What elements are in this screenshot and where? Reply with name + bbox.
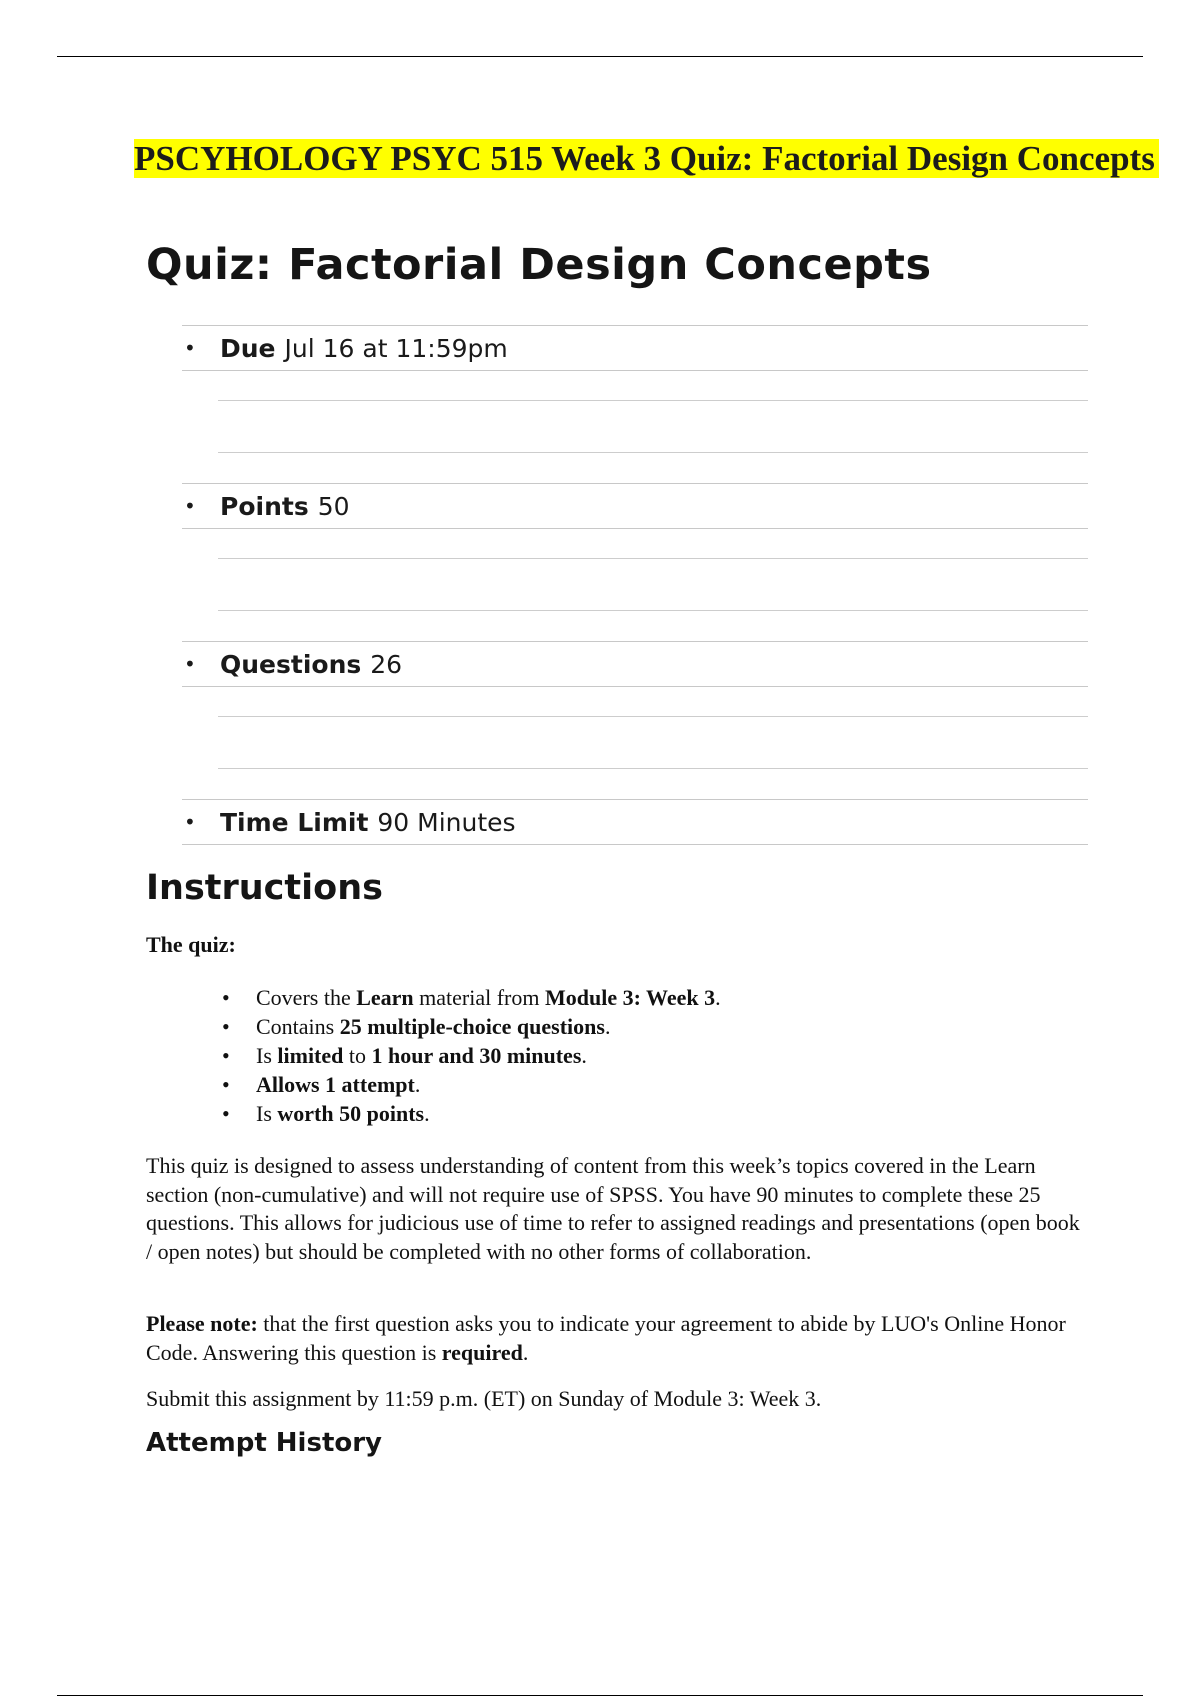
bullet-icon: • [184, 810, 196, 834]
detail-label: Points [220, 491, 309, 521]
quiz-rules-list [222, 983, 721, 1128]
detail-label: Questions [220, 649, 362, 679]
bullet-icon: • [184, 336, 196, 360]
description-paragraph: This quiz is designed to assess understanding of content from this week’s topics covered in the Learn section (non-cumulative) and will not require use of SPSS. You have 90 minutes to complete these 25 questions. This allows for judicious use of time to refer to assigned readings and presentations (open book / open notes) but should be completed with no other forms of collaboration. [146, 1153, 1080, 1264]
document-title [134, 136, 1200, 182]
attempt-history-heading: Attempt History [146, 1428, 383, 1458]
rule-item: • Allows 1 attempt. [222, 1070, 721, 1099]
bullet-icon: • [184, 494, 196, 518]
honor-code-note: Please note: that the first question asks you to indicate your agreement to abide by LUO's Online Honor Code. Answering this question is required. [146, 1311, 1066, 1365]
detail-label: Time Limit [220, 807, 369, 837]
detail-time-limit [182, 799, 1088, 845]
bottom-rule [57, 1695, 1143, 1696]
quiz-details-list [182, 325, 1088, 845]
detail-value: Jul 16 at 11:59pm [284, 333, 508, 363]
detail-value: 26 [370, 649, 403, 679]
rule-item: • Covers the Learn material from Module 3: Week 3. [222, 983, 721, 1012]
quiz-heading: Quiz: Factorial Design Concepts [146, 240, 932, 290]
rule-item: • Is worth 50 points. [222, 1099, 721, 1128]
submit-deadline-text: Submit this assignment by 11:59 p.m. (ET) on Sunday of Module 3: Week 3. [146, 1386, 822, 1411]
instructions-heading: Instructions [146, 868, 383, 908]
detail-questions [182, 641, 1088, 799]
detail-due [182, 325, 1088, 483]
detail-value: 50 [317, 491, 350, 521]
top-rule [57, 56, 1143, 57]
detail-value: 90 Minutes [377, 807, 516, 837]
quiz-intro: The quiz: [146, 932, 236, 957]
detail-points [182, 483, 1088, 641]
document-title-highlight: PSCYHOLOGY PSYC 515 Week 3 Quiz: Factorial Design Concepts [134, 139, 1159, 178]
bullet-icon: • [184, 652, 196, 676]
detail-label: Due [220, 333, 276, 363]
rule-item: • Contains 25 multiple-choice questions. [222, 1012, 721, 1041]
rule-item: • Is limited to 1 hour and 30 minutes. [222, 1041, 721, 1070]
